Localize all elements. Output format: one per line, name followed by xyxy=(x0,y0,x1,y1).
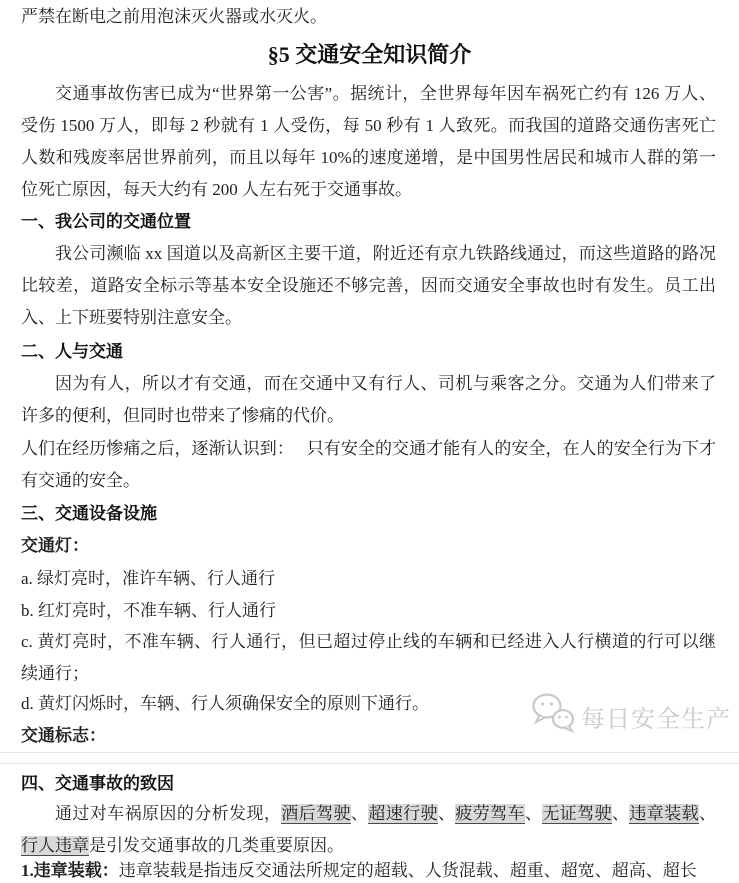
traffic-light-item-b: b. 红灯亮时，不准车辆、行人通行 xyxy=(21,601,276,620)
traffic-light-item-c: c. 黄灯亮时，不准车辆、行人通行，但已超过停止线的车辆和已经进入人行横道的行可以继续通行； xyxy=(21,632,716,683)
watermark-text: 每日安全生产 xyxy=(581,707,731,733)
term-separator: 、 xyxy=(612,804,630,823)
highlighted-term: 疲劳驾车 xyxy=(455,804,525,823)
pre-paragraph: 严禁在断电之前用泡沫灭火器或水灭火。 xyxy=(21,7,327,26)
highlighted-term: 酒后驾驶 xyxy=(281,804,351,823)
overload-item-text: 违章装载是指违反交通法所规定的超载、人货混载、超重、超宽、超高、超长 xyxy=(118,861,697,880)
highlighted-term: 无证驾驶 xyxy=(542,804,612,823)
highlighted-term: 行人违章 xyxy=(21,836,89,855)
traffic-light-subheading: 交通灯： xyxy=(21,536,89,555)
traffic-light-item-a: a. 绿灯亮时，准许车辆、行人通行 xyxy=(21,569,276,588)
highlighted-term: 违章装载 xyxy=(629,804,700,823)
section-2-paragraph-2: 人们在经历惨痛之后，逐渐认识到： 只有安全的交通才能有人的安全，在人的安全行为下才有交通的安全。 xyxy=(21,439,716,490)
term-separator: 、 xyxy=(699,804,717,823)
page-title: §5 交通安全知识简介 xyxy=(267,42,472,67)
section-1-paragraph: 我公司濒临 xx 国道以及高新区主要干道，附近还有京九铁路线通过，而这些道路的路况比较差，道路安全标示等基本安全设施还不够完善，因而交通安全事故也时有发生。员工出入、上下班要特别注意安全。 xyxy=(21,244,716,327)
intro-paragraph: 交通事故伤害已成为“世界第一公害”。据统计，全世界每年因车祸死亡约有 126 万人、受伤 1500 万人，即每 2 秒就有 1 人受伤，每 50 秒有 1 人致死。而我国的道路交通伤害死亡人数和残废率居世界前列，而且以每年 10%的速度递增，是中国男性居民和城市人群的第一位死亡原因，每天大约有 200 人左右死于交通事故。 xyxy=(21,84,716,199)
section-4-heading: 四、交通事故的致因 xyxy=(21,774,174,793)
causes-tail-text: 是引发交通事故的几类重要原因。 xyxy=(89,836,344,855)
traffic-sign-subheading: 交通标志： xyxy=(21,726,106,745)
term-separator: 、 xyxy=(524,804,543,823)
section-3-heading: 三、交通设备设施 xyxy=(21,504,157,523)
traffic-light-item-d: d. 黄灯闪烁时，车辆、行人须确保安全的原则下通行。 xyxy=(21,694,429,713)
section-2-heading: 二、人与交通 xyxy=(21,342,123,361)
accident-causes-paragraph xyxy=(21,798,716,862)
term-separator: 、 xyxy=(437,804,456,823)
overload-item-label: 1.违章装载： xyxy=(21,861,119,880)
page-break-divider xyxy=(0,752,739,764)
section-2-paragraph-1: 因为有人，所以才有交通，而在交通中又有行人、司机与乘客之分。交通为人们带来了许多的便利，但同时也带来了惨痛的代价。 xyxy=(21,374,716,425)
overload-definition-paragraph xyxy=(21,855,716,883)
causes-lead-text: 通过对车祸原因的分析发现， xyxy=(55,804,282,823)
highlighted-term: 超速行驶 xyxy=(368,804,438,823)
term-separator: 、 xyxy=(350,804,369,823)
section-1-heading: 一、我公司的交通位置 xyxy=(21,212,191,231)
